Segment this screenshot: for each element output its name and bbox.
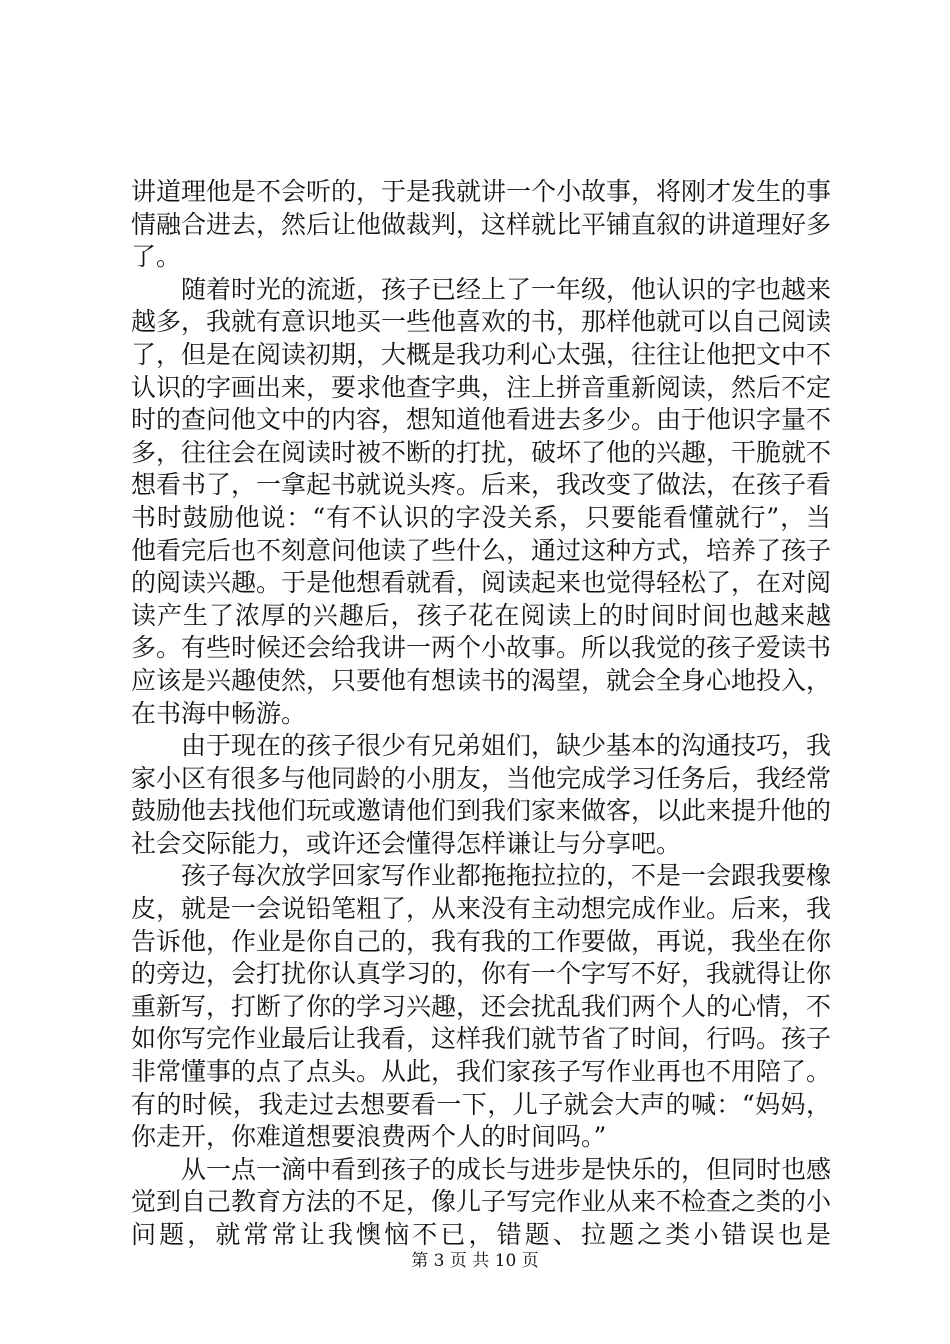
paragraph-1: 讲道理他是不会听的，于是我就讲一个小故事，将刚才发生的事情融合进去，然后让他做裁判，这样就比平铺直叙的讲道理好多了。 [131,177,832,272]
document-body [131,176,831,1252]
page-number-footer: 第 3 页 共 10 页 [411,1251,539,1271]
paragraph-4: 孩子每次放学回家写作业都拖拖拉拉的，不是一会跟我要橡皮，就是一会说铅笔粗了，从来没有主动想完成作业。后来，我告诉他，作业是你自己的，我有我的工作要做，再说，我坐在你的旁边，会打扰你认真学习的，你有一个字写不好，我就得让你重新写，打断了你的学习兴趣，还会扰乱我们两个人的心情，不如你写完作业最后让我看，这样我们就节省了时间，行吗。孩子非常懂事的点了点头。从此，我们家孩子写作业再也不用陪了。有的时候，我走过去想要看一下，儿子就会大声的喊：“妈妈，你走开，你难道想要浪费两个人的时间吗。” [131,861,832,1152]
paragraph-5: 从一点一滴中看到孩子的成长与进步是快乐的，但同时也感觉到自己教育方法的不足，像儿子写完作业从来不检查之类的小问题，就常常让我懊恼不已，错题、拉题之类小错误也是 [131,1154,832,1249]
paragraph-3: 由于现在的孩子很少有兄弟姐们，缺少基本的沟通技巧，我家小区有很多与他同龄的小朋友，当他完成学习任务后，我经常鼓励他去找他们玩或邀请他们到我们家来做客，以此来提升他的社会交际能力，或许还会懂得怎样谦让与分享吧。 [131,731,832,858]
paragraph-2: 随着时光的流逝，孩子已经上了一年级，他认识的字也越来越多，我就有意识地买一些他喜欢的书，那样他就可以自己阅读了，但是在阅读初期，大概是我功利心太强，往往让他把文中不认识的字画出来，要求他查字典，注上拼音重新阅读，然后不定时的查问他文中的内容，想知道他看进去多少。由于他识字量不多，往往会在阅读时被不断的打扰，破坏了他的兴趣，干脆就不想看书了，一拿起书就说头疼。后来，我改变了做法，在孩子看书时鼓励他说：“有不认识的字没关系，只要能看懂就行”，当他看完后也不刻意问他读了些什么，通过这种方式，培养了孩子的阅读兴趣。于是他想看就看，阅读起来也觉得轻松了，在对阅读产生了浓厚的兴趣后，孩子花在阅读上的时间时间也越来越多。有些时候还会给我讲一两个小故事。所以我觉的孩子爱读书应该是兴趣使然，只要他有想读书的渴望，就会全身心地投入，在书海中畅游。 [131,274,832,728]
